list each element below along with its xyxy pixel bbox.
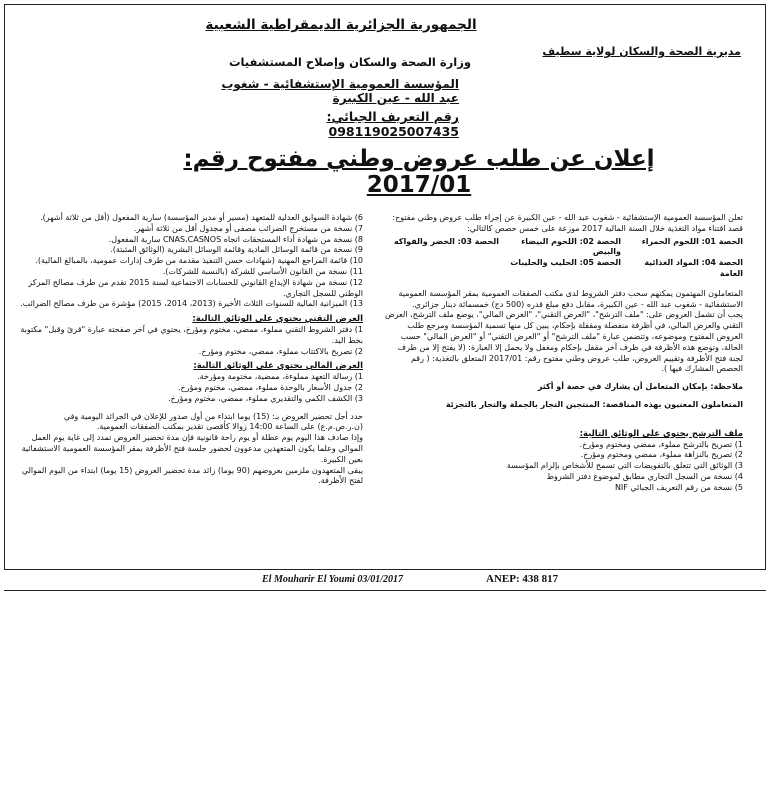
tax-id: رقم التعريف الجبائي: 098119025007435 [326,109,459,139]
lots-grid [383,237,743,280]
holiday-paragraph: وإذا صادف هذا اليوم يوم عطلة أو يوم راحة قانونية فإن مدة تحضير العروض تمدد إلى غاية يوم العمل الموالي وعلما يكون المتعهدين مدعوون لحضور جلسة فتح الأظرفة بمقر المؤسسة العمومية الاستشفائية بعين الكبيرة. [21,433,363,464]
directorate-heading: مديرية الصحة والسكان لولاية سطيف [542,45,741,58]
right-column [383,213,743,494]
list-item: 10) قائمة المراجع المهنية (شهادات حسن التنفيذ مقدمة من طرف إدارات عمومية، بالمبالغ المالية). [35,256,363,266]
list-item: 5) نسخة من رقم التعريف الجبائي NIF [614,482,743,492]
lot-item: الحصة 02: اللحوم البيضاء والبيض [521,236,621,257]
concerned-text: المتعاملون المعنيون بهذه المناقصة: المنتجين التجار بالجملة والتجار بالتجزئة [445,399,743,409]
intro-text: تعلن المؤسسة العمومية الإستشفائية - شغوب عبد الله - عين الكبيرة عن إجراء طلب عروض وطني مفتوح: [392,213,743,222]
list-item: 8) نسخة من شهادة أداء المستحقات اتجاه CNAS،CASNOS سارية المفعول. [108,234,363,244]
technical-title: العرض التقني يحتوي على الوثائق التالية: [192,314,363,325]
list-item: 3) الكشف الكمي والتقديري مملوء، ممضي، مختوم ومؤرخ. [168,393,363,403]
list-item: 4) نسخة من السجل التجاري مطابق لموضوع دفتر الشروط [546,471,743,481]
lot-item: الحصة 04: المواد الغذائية العامة [644,258,743,278]
page-title: إعلان عن طلب عروض وطني مفتوح رقم: 2017/01 [183,146,655,198]
list-item: 6) شهادة السوابق العدلية للمتعهد (مسير أو مدير المؤسسة) سارية المفعول (أقل من ثلاثة أشهر). [40,213,363,222]
list-item: 7) نسخة من مستخرج الضرائب مصفى أو مجدول أقل من ثلاثة أشهر. [133,223,363,233]
newspaper-label: El Mouharir El Youmi 03/01/2017 [262,574,403,585]
lot-item: الحصة 05: الحليب والحليبات [510,258,621,268]
list-item: 9) نسخة من قائمة الوسائل المادية وقائمة الوسائل البشرية (الوثائق المثبتة). [110,245,363,255]
lot-item [383,258,499,280]
lot-item: الحصة 03: الخضر والفواكه [393,236,499,246]
validity-paragraph: يبقى المتعهدون ملزمين بعروضهم (90 يوما) زائد مدة تحضير العروض (15 يوما) ابتداء من اليوم الموالي لفتح الأظرفة. [21,465,363,486]
list-item: 2) تصريح بالنزاهة مملوء، ممضي ومختوم ومؤرخ. [580,450,743,460]
list-item: 11) نسخة من القانون الأساسي للشركة (بالنسبة للشركات). [162,266,363,276]
announcement-frame [4,4,766,570]
left-column [18,213,363,487]
list-item: 2) تصريح بالاكتتاب مملوء، ممضي، مختوم ومؤرخ. [198,346,363,356]
lot-item: الحصة 01: اللحوم الحمراء [641,236,743,246]
candidacy-title: ملف الترشح يحتوي على الوثائق التالية: [579,428,743,439]
list-item: 12) نسخة من شهادة الإيداع القانوني للحسابات الاجتماعية لسنة 2015 تقدم من طرف مصالح المركز الوطني للسجل التجاري. [28,277,363,298]
list-item: 1) دفتر الشروط التقني مملوء، ممضي، مختوم ومؤرخ، يحتوي في آخر صفحته عبارة "قرئ وقبل" مكتوبة بخط اليد. [20,324,363,345]
financial-title: العرض المالي يحتوي على الوثائق التالية: [193,361,363,372]
publication-footer [4,572,766,591]
deadline-paragraph: حدد أجل تحضير العروض بـ: (15) يوما ابتداء من أول صدور للإعلان في الجرائد اليومية وفي (ن.ر.ص.م.ع) على الساعة 14:00 زوالا كأقصى تقدير بمكتب الصفقات العمومية. [63,411,363,432]
republic-heading: الجمهورية الجزائرية الديمقراطية الشعبية [205,17,477,33]
anep-label: ANEP: 438 817 [486,573,559,585]
ministry-heading: وزارة الصحة والسكان وإصلاح المستشفيات [228,55,471,69]
list-item: 1) رسالة التعهد مملوءة، ممضية، مختومة ومؤرخة. [197,372,363,382]
note-text: ملاحظة: بإمكان المتعامل أن يشارك في حصة أو أكثر [537,382,743,392]
institution-heading: المؤسسة العمومية الإستشفائية - شغوب عبد الله - عين الكبيرة [221,77,459,105]
list-item: 1) تصريح بالترشح مملوء، ممضي ومختوم ومؤرخ. [579,439,743,449]
list-item: 13) الميزانية المالية للسنوات الثلاث الأخيرة (2013، 2014، 2015) مؤشرة من طرف مصالح الضرائب. [20,299,363,309]
list-item: 2) جدول الأسعار بالوحدة مملوء، ممضي، مختوم ومؤرخ. [178,382,363,392]
withdrawal-paragraph: المتعاملون المهتمون يمكنهم سحب دفتر الشروط لدى مكتب الصفقات العمومية بمقر المؤسسة العمومية الاستشفائية - شغوب عبد الله - عين الكبيرة، مقابل دفع مبلغ قدره (500 دج) خمسمائة دينار جزائري. [398,288,743,309]
offers-paragraph: يجب أن تشمل العروض على: "ملف الترشح"، "العرض التقني"، "العرض المالي"، يوضع ملف الترشح، العرض التقني والعرض المالي، في أظرفة منفصلة ومقفلة بإحكام، يبين كل منها تسمية المؤسسة ومرجع طلب العروض المفتوح وموضوعه، وتتضمن عبارة "ملف الترشح" أو "العرض التقني" أو "العرض المالي" حسب الحالة، وتوضع هذه الأظرفة في ظرف آخر مقفل بإحكام ومغفل ولا يحمل إلا العبارة: (لا يفتح إلا من طرف لجنة فتح الأظرفة وتقييم العروض، طلب عروض وطني مفتوح رقم: 2017/01 المتعلق بالتغذية: ( رقم الحصص المشارك فيها ). [384,310,743,374]
intro-text-2: قصد اقتناء مواد التغذية خلال السنة المالية 2017 موزعة على خمس حصص كالتالي: [467,223,743,233]
list-item: 3) الوثائق التي تتعلق بالتفويضات التي تسمح للأشخاص بإلزام المؤسسة [506,461,743,471]
